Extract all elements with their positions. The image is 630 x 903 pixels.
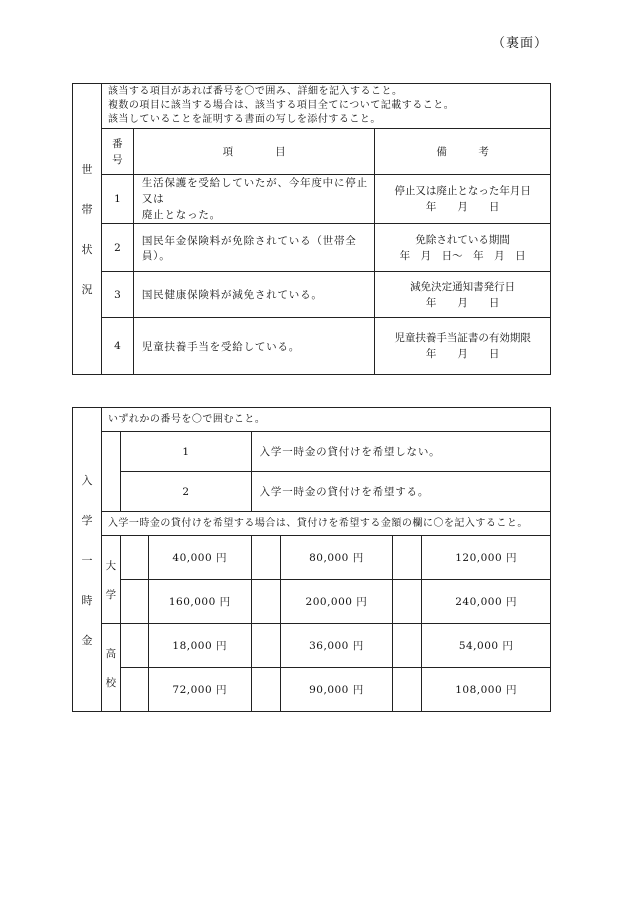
table-row <box>73 318 551 375</box>
column-header-item: 項 目 <box>133 129 374 175</box>
amount-option: 36,000 円 <box>280 624 393 668</box>
amount-mark-cell[interactable] <box>251 536 280 580</box>
amount-mark-cell[interactable] <box>251 624 280 668</box>
row-remarks[interactable]: 児童扶養手当証書の有効期限 年 月 日 <box>375 318 551 375</box>
page-header: （裏面） <box>491 36 548 51</box>
amount-option: 80,000 円 <box>280 536 393 580</box>
amount-mark-cell[interactable] <box>120 536 148 580</box>
amount-option: 120,000 円 <box>422 536 551 580</box>
amount-mark-cell[interactable] <box>120 580 148 624</box>
amount-option: 90,000 円 <box>280 668 393 712</box>
option-number[interactable]: 2 <box>120 472 251 512</box>
amount-mark-cell[interactable] <box>120 668 148 712</box>
amount-option: 72,000 円 <box>148 668 251 712</box>
row-remarks[interactable]: 免除されている期間 年 月 日～ 年 月 日 <box>375 224 551 272</box>
amount-option: 54,000 円 <box>422 624 551 668</box>
row-remarks[interactable]: 停止又は廃止となった年月日 年 月 日 <box>375 175 551 224</box>
amount-mark-cell[interactable] <box>393 668 422 712</box>
row-item: 国民健康保険料が減免されている。 <box>133 272 374 318</box>
amount-option: 160,000 円 <box>148 580 251 624</box>
household-side-label: 世 帯 状 況 <box>73 84 102 375</box>
household-status-table <box>72 83 551 375</box>
amount-mark-cell[interactable] <box>251 668 280 712</box>
option-text: 入学一時金の貸付けを希望しない。 <box>251 432 550 472</box>
amount-mark-cell[interactable] <box>393 580 422 624</box>
amount-option: 40,000 円 <box>148 536 251 580</box>
university-label: 大 学 <box>101 536 120 624</box>
amount-option: 240,000 円 <box>422 580 551 624</box>
amount-mark-cell[interactable] <box>393 624 422 668</box>
amount-option: 18,000 円 <box>148 624 251 668</box>
admission-instruction-select: いずれかの番号を〇で囲むこと。 <box>101 408 550 432</box>
row-number[interactable]: 4 <box>101 318 133 375</box>
household-instructions: 該当する項目があれば番号を〇で囲み、詳細を記入すること。 複数の項目に該当する場合は、該当する項目全てについて記載すること。 該当していることを証明する書面の写しを添付すること。 <box>101 84 550 129</box>
row-number[interactable]: 1 <box>101 175 133 224</box>
option-text: 入学一時金の貸付けを希望する。 <box>251 472 550 512</box>
amount-mark-cell[interactable] <box>120 624 148 668</box>
admission-side-label: 入 学 一 時 金 <box>73 408 102 712</box>
row-number[interactable]: 3 <box>101 272 133 318</box>
table-row <box>73 175 551 224</box>
column-header-remarks: 備 考 <box>375 129 551 175</box>
admission-instruction-amount: 入学一時金の貸付けを希望する場合は、貸付けを希望する金額の欄に〇を記入すること。 <box>101 512 550 536</box>
amount-mark-cell[interactable] <box>393 536 422 580</box>
admission-lump-sum-table <box>72 407 551 712</box>
table-row <box>73 224 551 272</box>
table-row <box>73 272 551 318</box>
row-number[interactable]: 2 <box>101 224 133 272</box>
row-item: 生活保護を受給していたが、今年度中に停止又は 廃止となった。 <box>133 175 374 224</box>
amount-mark-cell[interactable] <box>251 580 280 624</box>
option-number[interactable]: 1 <box>120 432 251 472</box>
amount-option: 108,000 円 <box>422 668 551 712</box>
row-item: 児童扶養手当を受給している。 <box>133 318 374 375</box>
option-indent <box>101 432 120 512</box>
row-item: 国民年金保険料が免除されている（世帯全員）。 <box>133 224 374 272</box>
high-school-label: 高 校 <box>101 624 120 712</box>
column-header-number: 番 号 <box>101 129 133 175</box>
amount-option: 200,000 円 <box>280 580 393 624</box>
row-remarks[interactable]: 減免決定通知書発行日 年 月 日 <box>375 272 551 318</box>
